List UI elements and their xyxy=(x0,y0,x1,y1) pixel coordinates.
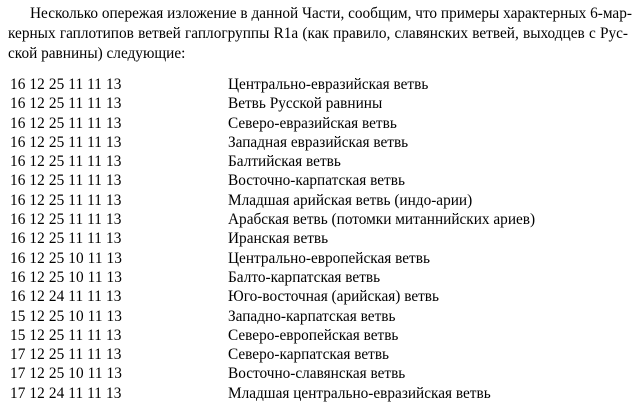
haplotype-code: 17 12 24 11 11 13 xyxy=(10,384,122,402)
branch-name: Балтийская ветвь xyxy=(228,153,341,171)
branch-name: Центрально-европейская ветвь xyxy=(228,249,430,267)
haplotype-code: 16 12 25 11 11 13 xyxy=(10,95,122,113)
branch-name: Западно-карпатская ветвь xyxy=(228,307,396,325)
haplotype-row xyxy=(10,75,630,94)
intro-paragraph xyxy=(8,4,632,64)
haplotype-row xyxy=(10,191,630,210)
haplotype-code: 17 12 25 10 11 13 xyxy=(10,365,123,383)
branch-name: Восточно-карпатская ветвь xyxy=(228,172,405,190)
haplotype-code: 16 12 25 11 11 13 xyxy=(10,211,122,229)
intro-line-3: ской равнины) следующие: xyxy=(8,45,186,62)
haplotype-row xyxy=(10,114,630,133)
branch-name: Ветвь Русской равнины xyxy=(228,95,383,113)
haplotype-code: 17 12 25 11 11 13 xyxy=(10,346,122,364)
haplotype-row xyxy=(10,249,630,268)
haplotype-code: 16 12 25 10 11 13 xyxy=(10,249,123,267)
intro-line-2: керных гаплотипов ветвей гаплогруппы R1a (как правило, славянских ветвей, выходцев с Рус- xyxy=(8,25,628,42)
haplotype-row xyxy=(10,287,630,306)
branch-name: Балто-карпатская ветвь xyxy=(228,268,381,286)
haplotype-row xyxy=(10,152,630,171)
haplotype-row xyxy=(10,364,630,383)
haplotype-code: 16 12 24 11 11 13 xyxy=(10,288,122,306)
haplotype-row xyxy=(10,307,630,326)
haplotype-code: 16 12 25 10 11 13 xyxy=(10,268,123,286)
branch-name: Иранская ветвь xyxy=(228,230,329,248)
branch-name: Младшая арийская ветвь (индо-арии) xyxy=(228,191,473,209)
haplotype-row xyxy=(10,345,630,364)
haplotype-row xyxy=(10,384,630,403)
haplotype-code: 16 12 25 11 11 13 xyxy=(10,133,122,151)
branch-name: Младшая центрально-евразийская ветвь xyxy=(228,384,491,402)
haplotype-list xyxy=(10,75,630,403)
haplotype-row xyxy=(10,229,630,248)
haplotype-code: 16 12 25 11 11 13 xyxy=(10,114,122,132)
haplotype-row xyxy=(10,171,630,190)
haplotype-code: 16 12 25 11 11 13 xyxy=(10,172,122,190)
haplotype-code: 15 12 25 10 11 13 xyxy=(10,307,123,325)
branch-name: Центрально-евразийская ветвь xyxy=(228,76,429,93)
branch-name: Северо-европейская ветвь xyxy=(228,326,399,344)
branch-name: Юго-восточная (арийская) ветвь xyxy=(228,288,440,306)
haplotype-code: 15 12 25 11 11 13 xyxy=(10,326,122,344)
branch-name: Северо-евразийская ветвь xyxy=(228,114,397,132)
haplotype-code: 16 12 25 11 11 13 xyxy=(10,230,122,248)
branch-name: Западная евразийская ветвь xyxy=(228,133,409,151)
haplotype-row xyxy=(10,326,630,345)
haplotype-row xyxy=(10,94,630,113)
branch-name: Восточно-славянская ветвь xyxy=(228,365,406,383)
branch-name: Арабская ветвь (потомки митаннийских ариев) xyxy=(228,211,536,229)
branch-name: Северо-карпатская ветвь xyxy=(228,346,390,364)
haplotype-row xyxy=(10,133,630,152)
haplotype-code: 16 12 25 11 11 13 xyxy=(10,76,122,93)
haplotype-code: 16 12 25 11 11 13 xyxy=(10,191,122,209)
haplotype-row xyxy=(10,268,630,287)
haplotype-code: 16 12 25 11 11 13 xyxy=(10,153,122,171)
intro-line-1: Несколько опережая изложение в данной Части, сообщим, что примеры характерных 6-мар- xyxy=(30,5,632,22)
haplotype-row xyxy=(10,210,630,229)
